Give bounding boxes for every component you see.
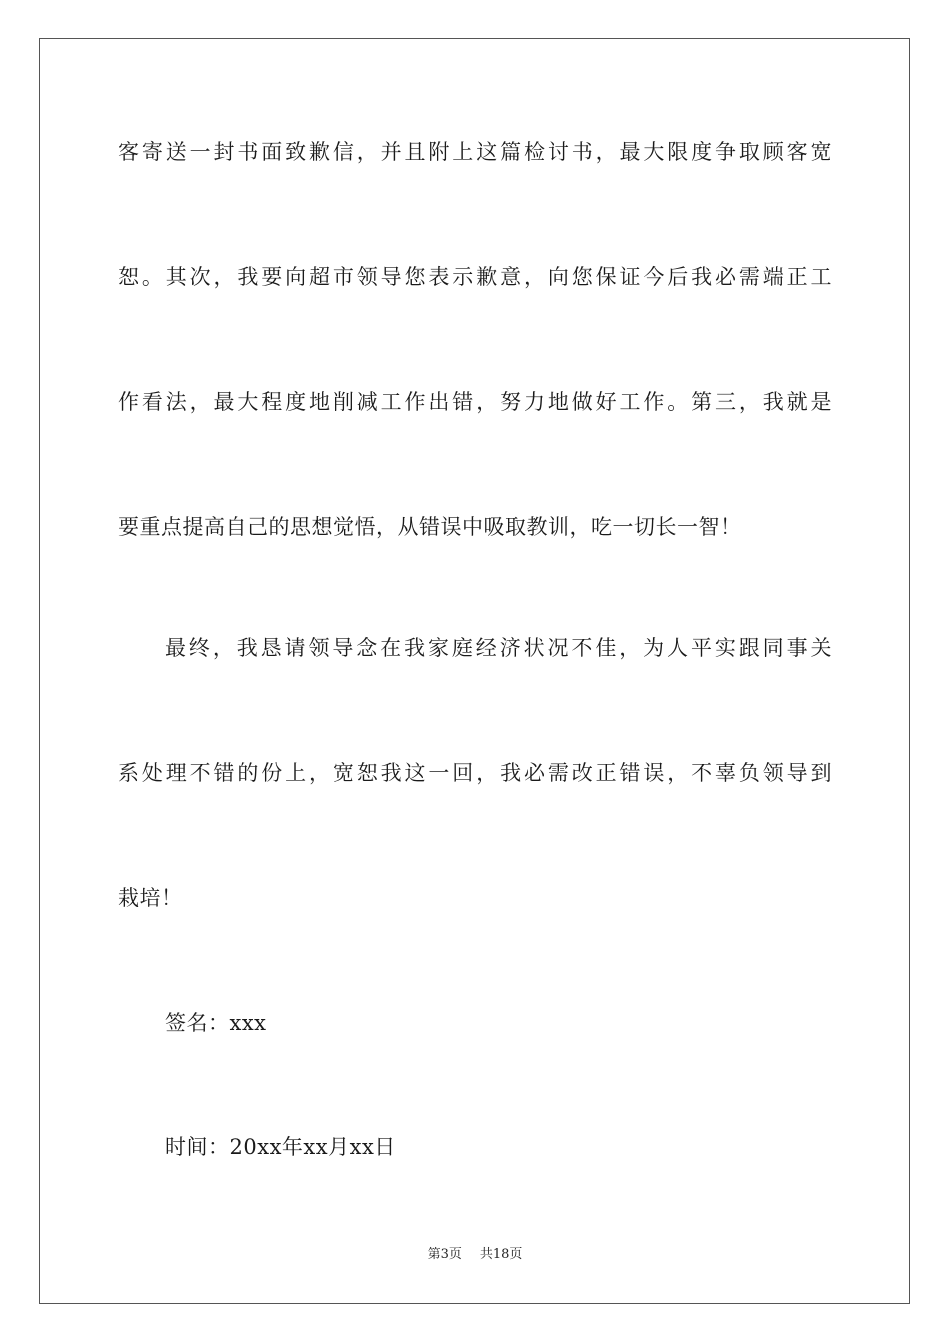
signature-line: 签名：xxx [165, 1011, 267, 1035]
body-line-1: 客寄送一封书面致歉信，并且附上这篇检讨书，最大限度争取顾客宽 [118, 140, 832, 164]
body-line-5: 最终，我恳请领导念在我家庭经济状况不佳，为人平实跟同事关 [165, 636, 832, 660]
body-line-2: 恕。其次，我要向超市领导您表示歉意，向您保证今后我必需端正工 [118, 265, 832, 289]
body-line-3: 作看法，最大程度地削减工作出错，努力地做好工作。第三，我就是 [118, 390, 832, 414]
page-number: 第3页 [427, 1247, 462, 1262]
body-line-6: 系处理不错的份上，宽恕我这一回，我必需改正错误，不辜负领导到 [118, 761, 832, 785]
body-line-4: 要重点提高自己的思想觉悟，从错误中吸取教训，吃一切长一智！ [118, 515, 742, 539]
body-line-7: 栽培！ [118, 886, 183, 910]
page-border [39, 38, 910, 1304]
page-footer [0, 1246, 950, 1264]
date-line: 时间：20xx年xx月xx日 [165, 1135, 396, 1159]
total-pages: 共18页 [479, 1247, 523, 1262]
